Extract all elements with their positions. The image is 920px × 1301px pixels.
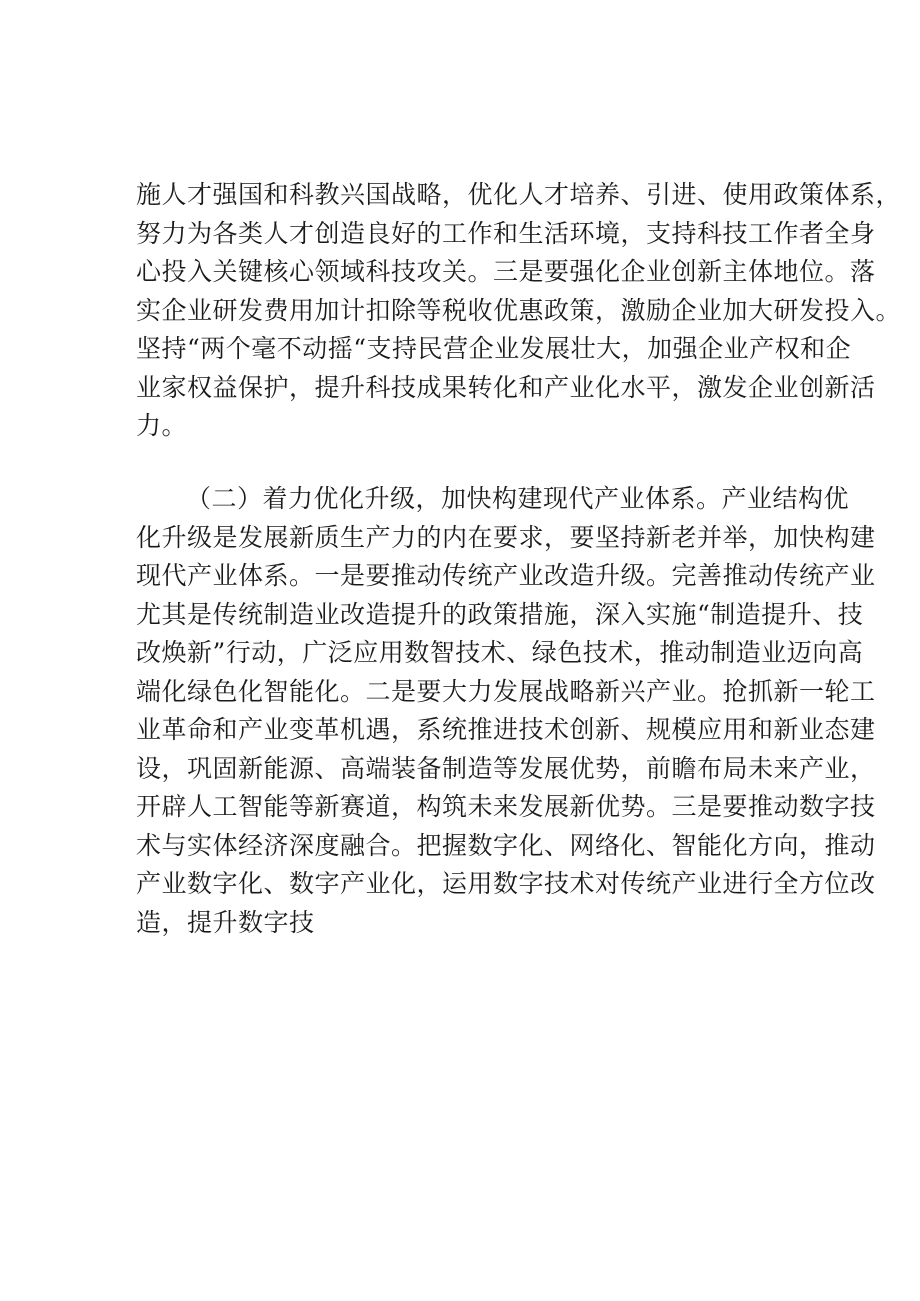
text-line: 力。 [136,411,188,440]
text-line: 施人才强国和科教兴国战略，优化人才培养、引进、使用政策体系， [136,180,902,209]
paragraph-talent-enterprise [136,176,902,446]
text-line: 尤其是传统制造业改造提升的政策措施，深入实施“制造提升、技 [136,599,864,629]
text-line: 端化绿色化智能化。二是要大力发展战略新兴产业。抢抓新一轮工 [136,676,876,706]
text-line: 坚持“两个毫不动摇“支持民营企业发展壮大，加强企业产权和企 [136,334,852,363]
text-line: 术与实体经济深度融合。把握数字化、网络化、智能化方向，推动 [136,830,876,860]
text-line: 实企业研发费用加计扣除等税收优惠政策，激励企业加大研发投入。 [136,295,902,325]
text-line: 改焕新”行动，广泛应用数智技术、绿色技术，推动制造业迈向高 [136,638,864,667]
text-line: 业家权益保护，提升科技成果转化和产业化水平，激发企业创新活 [136,372,876,402]
paragraph-industrial-system [136,480,876,942]
text-line: 现代产业体系。一是要推动传统产业改造升级。完善推动传统产业 [136,561,876,590]
section-heading-line: （二）着力优化升级，加快构建现代产业体系。产业结构优 [186,484,850,513]
text-line: 努力为各类人才创造良好的工作和生活环境，支持科技工作者全身 [136,218,876,248]
text-line: 心投入关键核心领域科技攻关。三是要强化企业创新主体地位。落 [136,257,876,286]
text-line: 产业数字化、数字产业化，运用数字技术对传统产业进行全方位改 [136,869,876,898]
text-line: 化升级是发展新质生产力的内在要求，要坚持新老并举，加快构建 [136,522,876,552]
text-line: 开辟人工智能等新赛道，构筑未来发展新优势。三是要推动数字技 [136,792,876,821]
text-line: 设，巩固新能源、高端装备制造等发展优势，前瞻布局未来产业， [136,753,876,783]
text-line: 业革命和产业变革机遇，系统推进技术创新、规模应用和新业态建 [136,715,876,744]
text-line: 造，提升数字技 [136,907,315,937]
